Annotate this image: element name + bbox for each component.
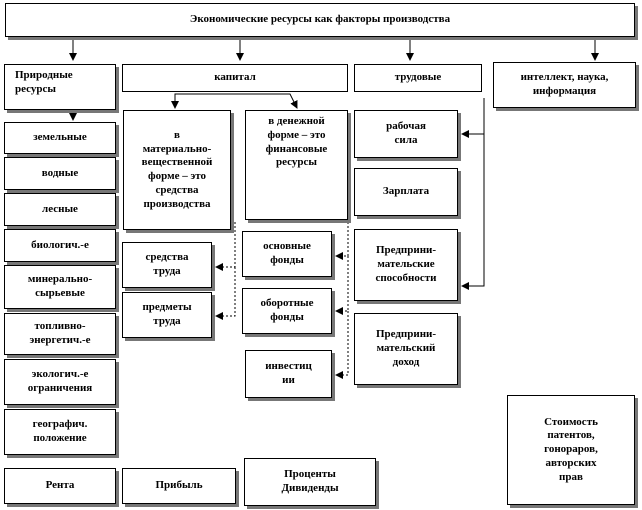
category-natural: Природные ресурсы: [4, 64, 116, 110]
arrow-capital-material: [175, 94, 240, 108]
income-rent: Рента: [4, 468, 116, 504]
natural-item-forest: лесные: [4, 193, 116, 226]
arrow-labor-workforce: [462, 98, 484, 134]
labor-entrepreneurial-income: Предприни- мательский доход: [354, 313, 458, 385]
arrow-to-objects: [216, 267, 235, 316]
category-labor: трудовые: [354, 64, 482, 92]
natural-item-biological: биологич.-е: [4, 229, 116, 262]
natural-item-geographic: географич. положение: [4, 409, 116, 455]
natural-item-fuel-energy: топливно- энергетич.-е: [4, 313, 116, 355]
income-profit: Прибыль: [122, 468, 236, 504]
income-interest: Проценты Дивиденды: [244, 458, 376, 506]
labor-wage: Зарплата: [354, 168, 458, 216]
natural-item-land: земельные: [4, 122, 116, 154]
natural-item-mineral: минерально- сырьевые: [4, 265, 116, 309]
arrow-capital-money: [240, 94, 297, 108]
category-capital: капитал: [122, 64, 348, 92]
category-intellect: интеллект, наука, информация: [493, 62, 636, 108]
labor-workforce: рабочая сила: [354, 110, 458, 158]
labor-entrepreneurial-ability: Предприни- мательские способности: [354, 229, 458, 301]
capital-money-form: в денежной форме – это финансовые ресурсы: [245, 110, 348, 220]
capital-fixed-assets: основные фонды: [242, 231, 332, 277]
natural-item-water: водные: [4, 157, 116, 190]
capital-working-assets: оборотные фонды: [242, 288, 332, 334]
arrow-labor-ability: [462, 134, 484, 286]
arrow-to-working: [336, 256, 348, 311]
capital-investments: инвестиц ии: [245, 350, 332, 398]
capital-objects-of-labor: предметы труда: [122, 292, 212, 338]
capital-material-form: в материально- вещественной форме – это средства производства: [123, 110, 231, 230]
arrow-to-investments: [336, 311, 348, 375]
capital-means-of-labor: средства труда: [122, 242, 212, 288]
diagram-title: Экономические ресурсы как факторы производства: [5, 3, 635, 37]
intellect-value: Стоимость патентов, гонораров, авторских прав: [507, 395, 635, 505]
natural-item-ecological: экологич.-е ограничения: [4, 359, 116, 405]
